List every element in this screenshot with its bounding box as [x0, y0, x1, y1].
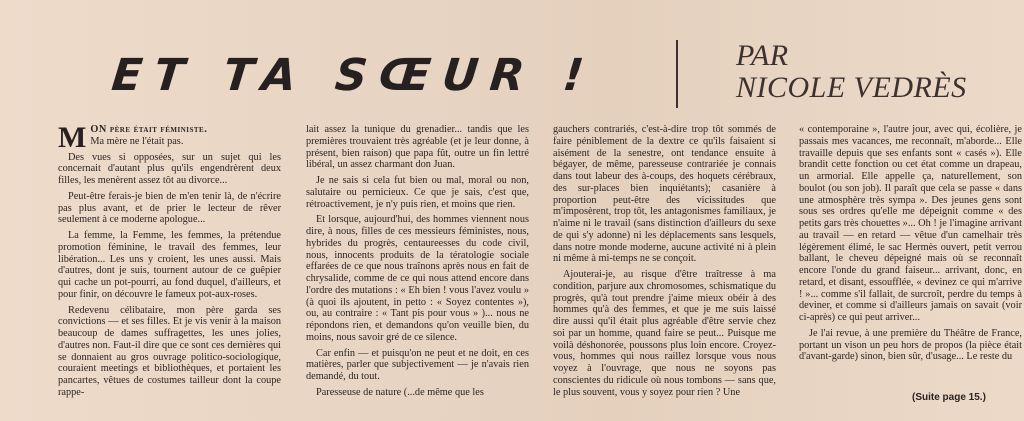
paragraph: Ma mère ne l'était pas. [90, 135, 184, 147]
paragraph: Je ne sais si cela fut bien ou mal, moral ou non, salutaire ou pernicieux. Ce que je sais, c'est que, rétroactivement, je n'y puis rien, et moins que rien. [306, 175, 529, 210]
paragraph: La femme, la Femme, les femmes, la prétendue promotion féminine, le travail des femmes, leur libération... Les uns y croient, les unes aussi. Mais d'autres, dont je suis, tournent autour de ce guêpier qui cache un pot-pourri, au fond duquel, d'ailleurs, et pour finir, on découvre le fameux pot-aux-roses. [58, 230, 281, 300]
paragraph: Je l'ai revue, à une première du Théâtre de France, portant un vison un peu hors de propos (la pièce était d'avant-garde) sinon, bien sûr, d'usage... Le reste du [799, 327, 1022, 363]
paragraph: Ajouterai-je, au risque d'être traîtresse à ma condition, parjure aux chromosomes, schismatique du progrès, qu'à tout prendre j'aime mieux obéir à des hommes qu'à des femmes, et que je me suis laissé dire aussi qu'il était plus agréable d'être servie chez soi par un homme, quand faire se peut... Puisque me voilà déshonorée, poussons plus loin encore. Croyez-vous, hommes qui nous raillez lorsque vous nous voyez à l'ouvrage, que nous ne soyons pas conscientes du ridicule où nous tombons — sans que, le plus souvent, vous y soyez pour rien ? Une [553, 269, 776, 398]
paragraph: gauchers contrariés, c'est-à-dire trop tôt sommés de faire péniblement de la dextre ce qu'ils faisaient si aisément de la senestre, ont tendance ensuite à bégayer, de même, paresseuse contrariée je connais dans tout labeur des à-coups, des hoquets cérébraux, des sur-places bien inquiétants); casanière à proportion peut-être des vicissitudes que m'imposèrent, trop tôt, les antagonismes familiaux, je n'aime ni le travail (sans distinction d'ailleurs du sexe de qui s'y adonne) ni les déplacements sans lesquels, dans notre monde moderne, aucune activité ni à plein ni même à mi-temps ne se conçoit. [553, 124, 776, 265]
paragraph: « contemporaine », l'autre jour, avec qui, écolière, je passais mes vacances, me reconnaît, m'aborde... Elle travaille depuis que ses enfants sont « casés »). Elle brandit cette fonction ou cet état comme un drapeau, un armorial. Elle appelle ça, naturellement, son boulot (ou son job). Il paraît que cela se passe « dans une atmosphère très sympa ». Des jeunes gens sont sous ses ordres qu'elle me dépeignit comme « des petits gars très chouettes »... Oh ! je l'imagine arrivant au travail — en retard — vêtue d'un camelhair très légèrement élimé, le sac Hermès ouvert, petit verrou ballant, le cheveu dépeigné mais où se reconnaît encore l'onde du grand faiseur... arrivant, donc, en retard, et disant, essoufflée, « devinez ce qui m'arrive ! »... comme s'il fallait, de surcroît, perdre du temps à deviner, et comme si d'ailleurs jamais on savait (voir ci-après) ce qui peut arriver... [799, 124, 1022, 323]
paragraph: lait assez la tunique du grenadier... tandis que les premières trouvaient très agréable (et je leur donne, à présent, bien raison) que papa fût, outre un fin lettré libéral, un assez charmant don Juan. [306, 124, 529, 171]
opening-paragraph [58, 121, 281, 154]
opening-words: ON père était féministe. [90, 124, 208, 135]
paragraph: Redevenu célibataire, mon père garda ses convictions — et ses filles. Et je vis venir à la maison beaucoup de dames suffragettes, les unes jolies, d'autres non. Faut-il dire que ce sont ces dernières qui se donnaient au gros ouvrage politico-sociologique, couraient meetings et bibliothèques, et portaient les pancartes, vêtues de costumes tailleur dont la coupe rappe- [58, 304, 281, 398]
paragraph: Paresseuse de nature (...de même que les [316, 386, 484, 398]
article-title: ET TA SŒUR ! [109, 50, 599, 101]
byline-par: PAR [736, 39, 789, 72]
paragraph: Des vues si opposées, sur un sujet qui les concernait d'autant plus qu'ils engendrèrent deux filles, les menèrent assez tôt au divorce... [58, 151, 281, 186]
continued-note: (Suite page 15.) [912, 392, 986, 403]
byline-author: NICOLE VEDRÈS [736, 71, 967, 104]
article-column-2 [306, 124, 529, 403]
article-column-3 [553, 124, 776, 402]
title-divider [676, 40, 678, 108]
paragraph: Car enfin — et puisqu'on ne peut et ne doit, en ces matières, parler que subjectivement — je n'avais rien demandé, du tout. [306, 347, 529, 382]
article-column-1 [58, 121, 281, 403]
drop-cap: M [58, 121, 87, 154]
paragraph: Et lorsque, aujourd'hui, des hommes viennent nous dire, à nous, filles de ces messieurs féministes, nous, hybrides du progrès, centaureesses du code civil, nous, innocents produits de la tératologie sociale effarées de ce que nous traînons après nous en fait de chrysalide, comme de ce qui nous attend encore dans l'ordre des mutations : « Eh bien ! vous l'avez voulu » (à quoi ils ajoutent, in petto : « Soyez contentes »), ou, au contraire : « Tant pis pour vous » )... nous ne répondons rien, et demandons qu'on veuille bien, du moins, nous savoir gré de ce silence. [306, 214, 529, 343]
article-byline [736, 40, 967, 104]
article-column-4 [799, 124, 1022, 367]
paragraph: Peut-être ferais-je bien de m'en tenir là, de n'écrire pas plus avant, et de prier le lecteur de rêver seulement à ce moderne apologue... [58, 190, 281, 226]
